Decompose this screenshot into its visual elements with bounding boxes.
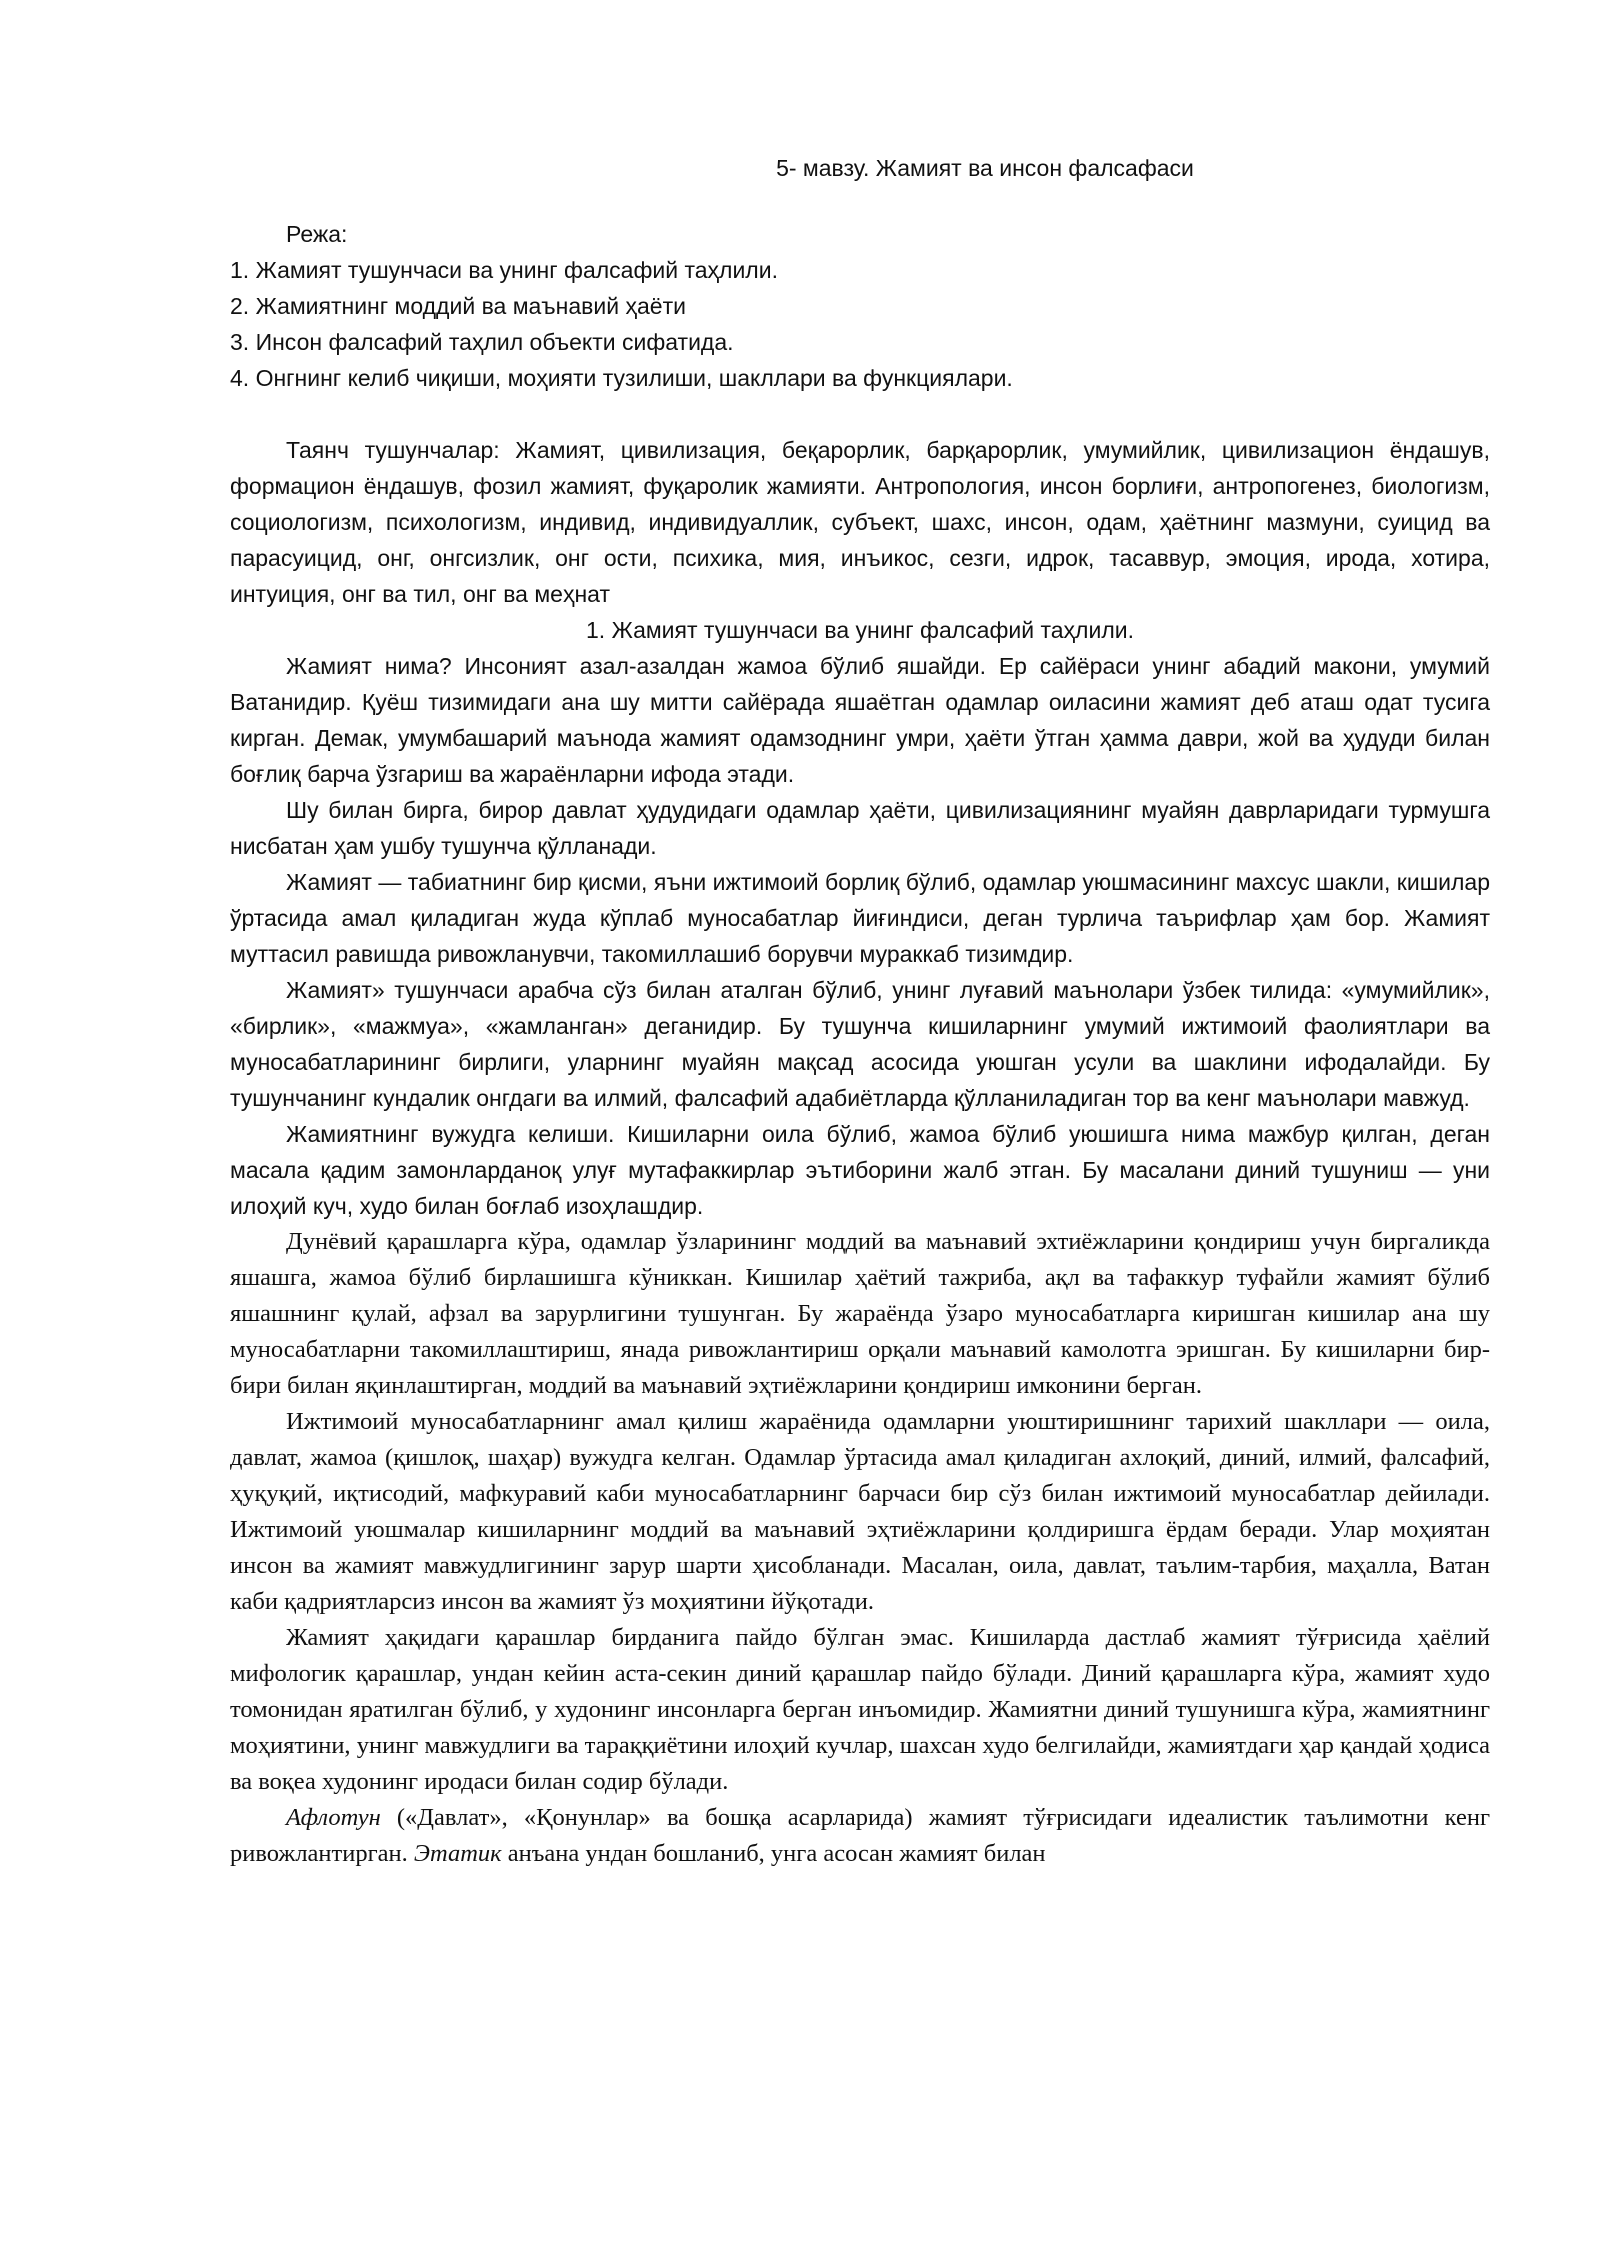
plan-list — [230, 252, 1490, 396]
plan-item: 1. Жамият тушунчаси ва унинг фалсафий таҳлили. — [230, 257, 778, 283]
body-paragraph: Жамиятнинг вужудга келиши. Кишиларни оила бўлиб, жамоа бўлиб уюшишга нима мажбур қилган, деган масала қадим замонларданоқ улуғ мутафаккирлар эътиборини жалб этган. Бу масалани диний тушуниш — уни илоҳий куч, худо билан боғлаб изоҳлашдир. — [230, 1121, 1490, 1219]
emphasis-etatik: Этатик — [413, 1840, 502, 1867]
document-page — [230, 150, 1490, 1872]
body-paragraph: Жамият нима? Инсоният азал-азалдан жамоа бўлиб яшайди. Ер сайёраси унинг абадий макони, умумий Ватанидир. Қуёш тизимидаги ана шу митти сайёрада яшаётган одамлар оиласини жамият деб аташ одат тусига кирган. Демак, умумбашарий маънода жамият одамзоднинг умри, ҳаёти ўтган ҳамма даври, жой ва ҳудуди билан боғлиқ барча ўзгариш ва жараёнларни ифода этади. — [230, 653, 1490, 787]
plan-label: Режа: — [286, 221, 348, 247]
emphasis-aflotun: Афлотун — [286, 1804, 381, 1831]
body-paragraph: Жамият — табиатнинг бир қисми, яъни ижтимоий борлиқ бўлиб, одамлар уюшмасининг махсус шакли, кишилар ўртасида амал қиладиган жуда кўплаб муносабатлар йиғиндиси, деган турлича таърифлар ҳам бор. Жамият муттасил равишда ривожланувчи, такомиллашиб борувчи мураккаб тизимдир. — [230, 869, 1490, 967]
body-paragraph-last — [230, 1800, 1490, 1872]
body-paragraph: Жамият» тушунчаси арабча сўз билан аталган бўлиб, унинг луғавий маънолари ўзбек тилида: «умумийлик», «бирлик», «мажмуа», «жамланган» деганидир. Бу тушунча кишиларнинг умумий ижтимоий фаолиятлари ва муносабатларининг бирлиги, уларнинг муайян мақсад асосида уюшган усули ва шаклини ифодалайди. Бу тушунчанинг кундалик онгдаги ва илмий, фалсафий адабиётларда қўлланиладиган тор ва кенг маънолари мавжуд. — [230, 977, 1490, 1111]
section-heading: 1. Жамият тушунчаси ва унинг фалсафий таҳлили. — [586, 617, 1134, 643]
body-paragraph: Дунёвий қарашларга кўра, одамлар ўзларининг моддий ва маънавий эхтиёжларини қондириш учун биргаликда яшашга, жамоа бўлиб бирлашишга кўниккан. Кишилар ҳаётий тажриба, ақл ва тафаккур туфайли жамият бўлиб яшашнинг қулай, афзал ва зарурлигини тушунган. Бу жараёнда ўзаро муносабатларга киришган кишилар ана шу муносабатларни такомиллаштириш, янада ривожлантириш орқали маънавий камолотга эришган. Бу кишиларни бир-бири билан яқинлаштирган, моддий ва маънавий эҳтиёжларини қондириш имконини берган. — [230, 1228, 1490, 1399]
body-paragraph: Жамият ҳақидаги қарашлар бирданига пайдо бўлган эмас. Кишиларда дастлаб жамият тўғрисида ҳаёлий мифологик қарашлар, ундан кейин аста-секин диний қарашлар пайдо бўлади. Диний қарашларга кўра, жамият худо томонидан яратилган бўлиб, у худонинг инсонларга берган инъомидир. Жамиятни диний тушунишга кўра, жамиятнинг моҳиятини, унинг мавжудлиги ва тараққиётини илоҳий кучлар, шахсан худо белгилайди, жамиятдаги ҳар қандай ҳодиса ва воқеа худонинг иродаси билан содир бўлади. — [230, 1624, 1490, 1795]
spacer — [230, 396, 1490, 432]
body-paragraph: Ижтимоий муносабатларнинг амал қилиш жараёнида одамларни уюштиришнинг тарихий шакллари — оила, давлат, жамоа (қишлоқ, шаҳар) вужудга келган. Одамлар ўртасида амал қиладиган ахлоқий, диний, илмий, фалсафий, ҳуқуқий, иқтисодий, мафкуравий каби муносабатларнинг барчаси бир сўз билан ижтимоий муносабатлар дейилади. Ижтимоий уюшмалар кишиларнинг моддий ва маънавий эҳтиёжларини қолдиришга ёрдам беради. Улар моҳиятан инсон ва жамият мавжудлигининг зарур шарти ҳисобланади. Масалан, оила, давлат, таълим-тарбия, маҳалла, Ватан каби қадриятларсиз инсон ва жамият ўз моҳиятини йўқотади. — [230, 1408, 1490, 1615]
plan-item: 3. Инсон фалсафий таҳлил объекти сифатида. — [230, 329, 734, 355]
plan-block — [230, 216, 1490, 396]
paragraph-text: анъана ундан бошланиб, унга асосан жамият билан — [501, 1840, 1046, 1867]
plan-item: 2. Жамиятнинг моддий ва маънавий ҳаёти — [230, 293, 686, 319]
body-paragraph: Шу билан бирга, бирор давлат ҳудудидаги одамлар ҳаёти, цивилизациянинг муайян даврларидаги турмушга нисбатан ҳам ушбу тушунча қўлланади. — [230, 797, 1490, 859]
document-title: 5- мавзу. Жамият ва инсон фалсафаси — [776, 155, 1194, 181]
key-concepts-paragraph: Таянч тушунчалар: Жамият, цивилизация, беқарорлик, барқарорлик, умумийлик, цивилизацион ёндашув, формацион ёндашув, фозил жамият, фуқаролик жамияти. Антропология, инсон борлиғи, антропогенез, биологизм, социологизм, психологизм, индивид, индивидуаллик, субъект, шахс, инсон, одам, ҳаётнинг мазмуни, суицид ва парасуицид, онг, онгсизлик, онг ости, психика, мия, инъикос, сезги, идрок, тасаввур, эмоция, ирода, хотира, интуиция, онг ва тил, онг ва меҳнат — [230, 437, 1490, 607]
paragraph-text: («Давлат», «Қонунлар» ва бошқа асарларида) жамият тўғрисидаги идеалистик таълимотни кенг ривожлантирган. — [230, 1804, 1490, 1867]
plan-item: 4. Онгнинг келиб чиқиши, моҳияти тузилиши, шакллари ва функциялари. — [230, 365, 1013, 391]
